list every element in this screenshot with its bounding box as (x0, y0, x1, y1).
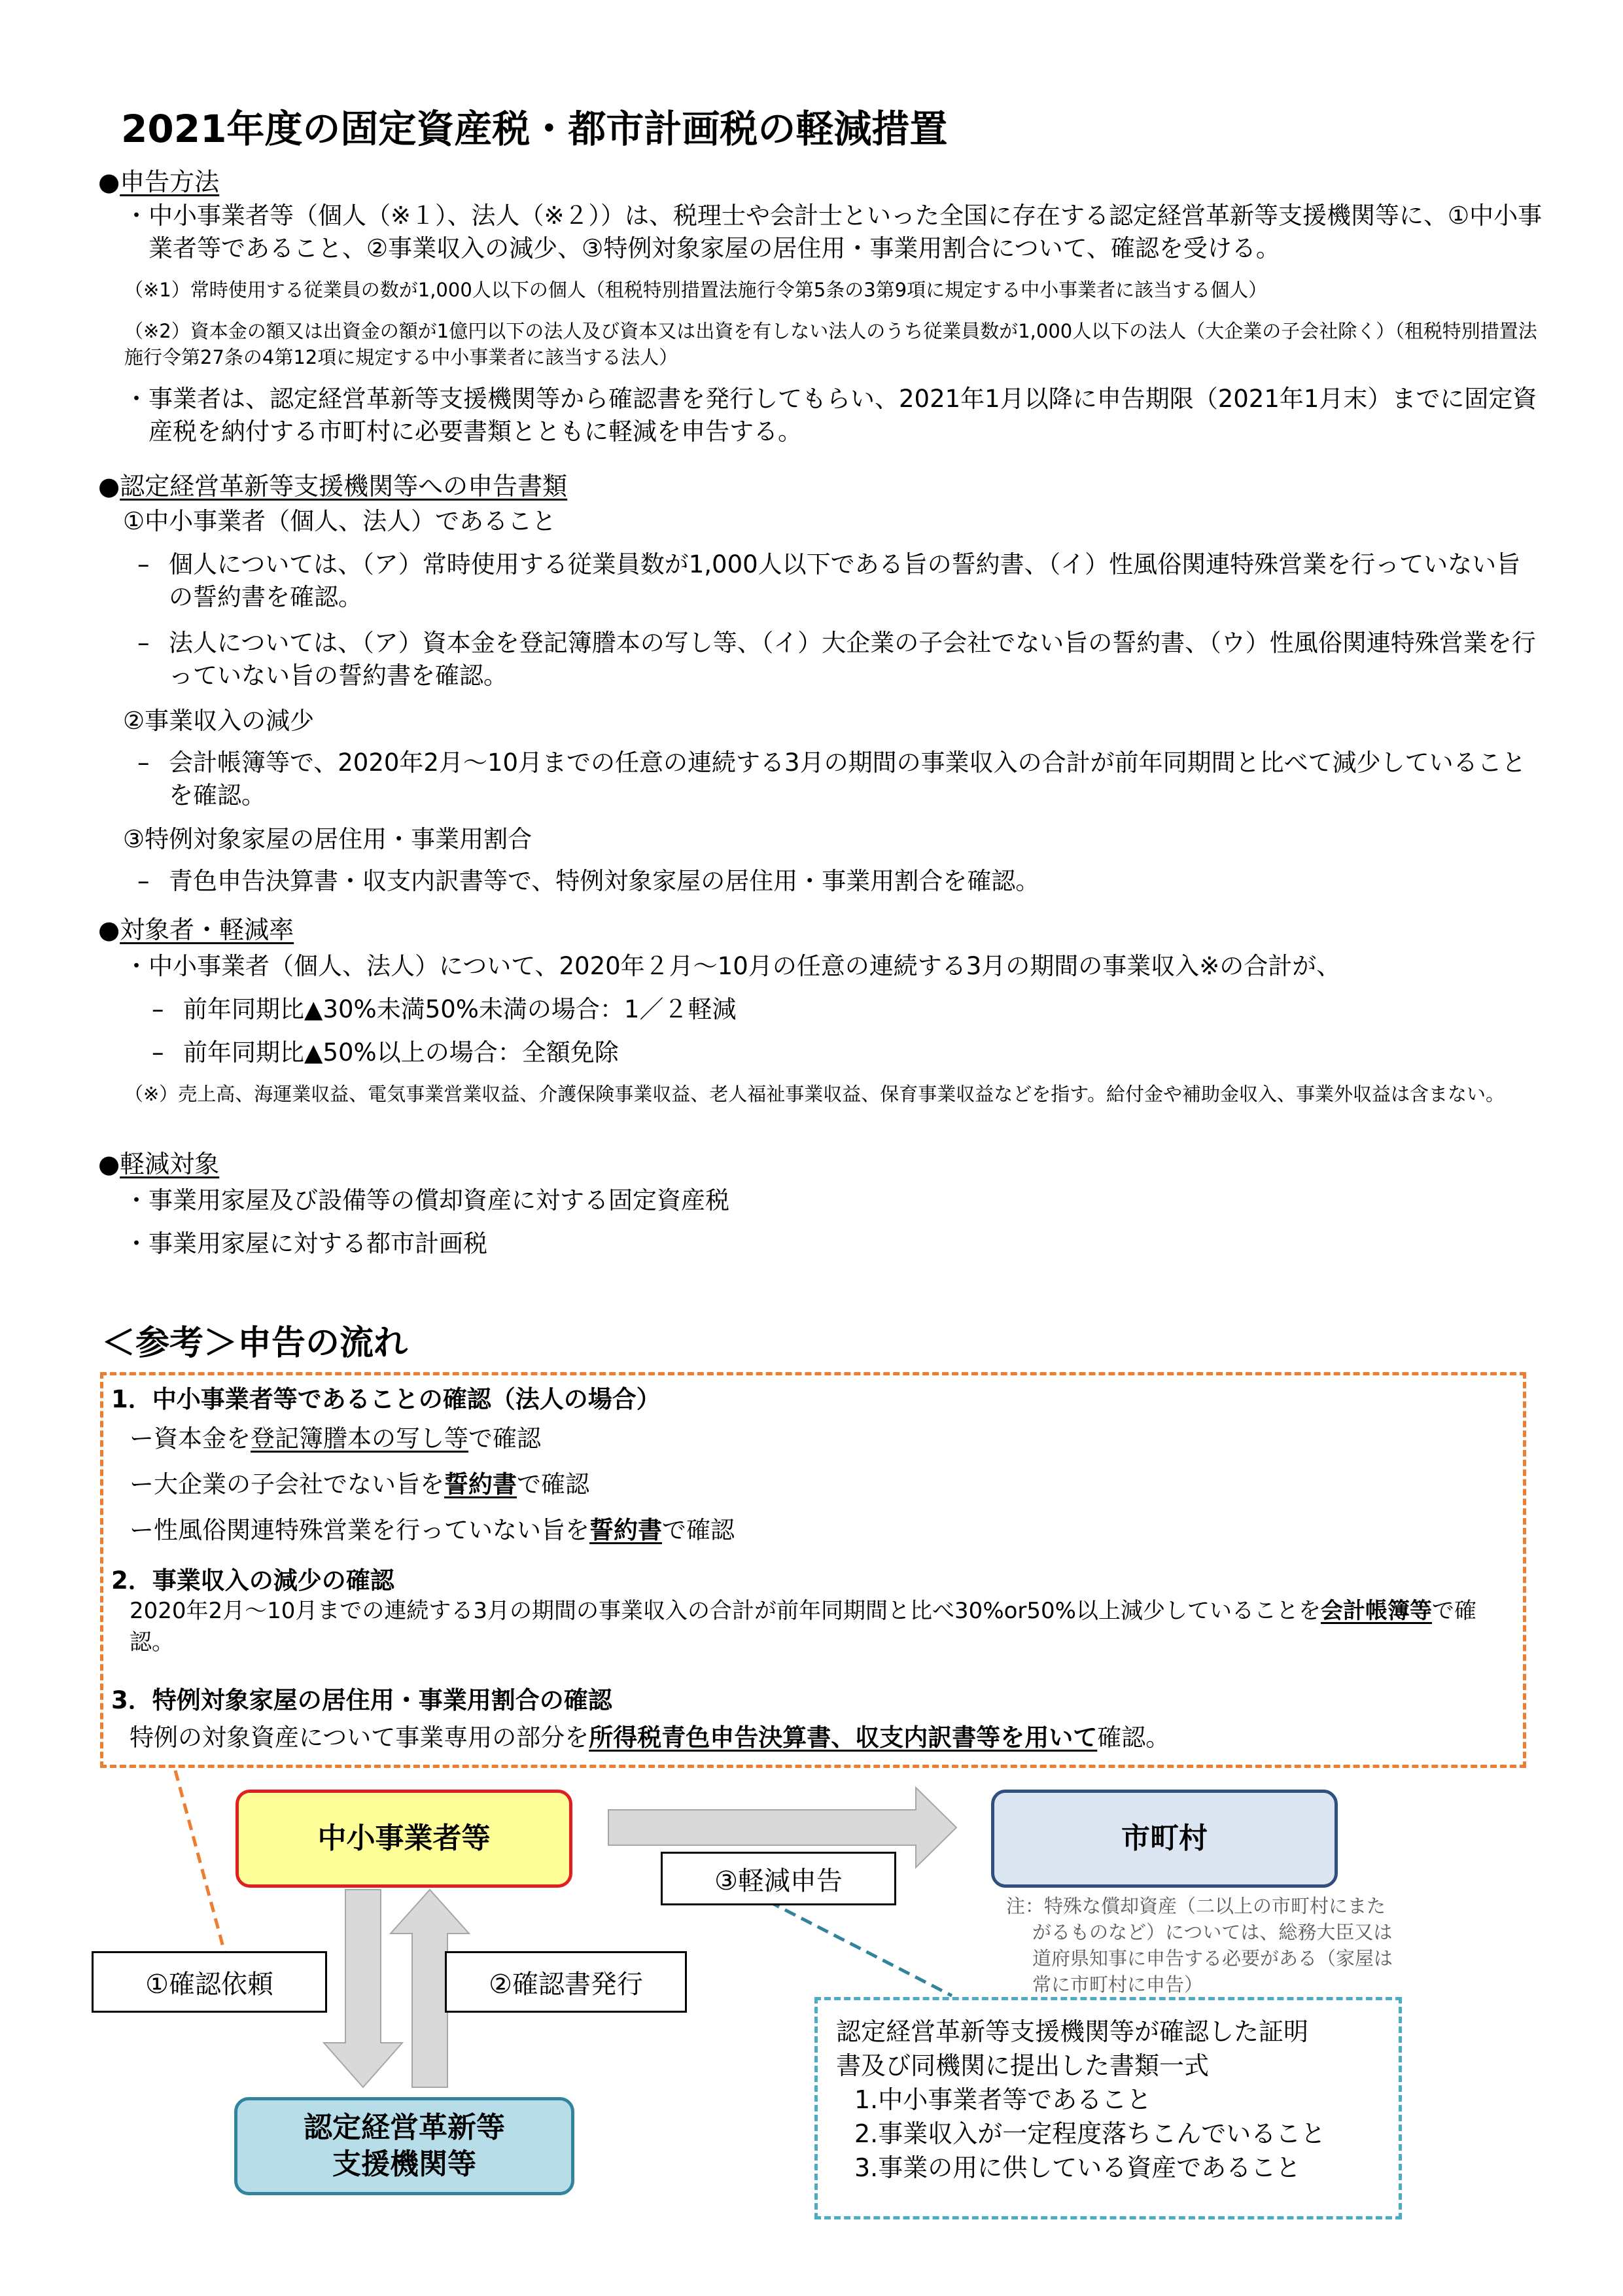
city-note-line-2: がるものなど）については、総務大臣又は (1032, 1921, 1393, 1943)
flow-step-3-line: 特例の対象資産について事業専用の部分を所得税青色申告決算書、収支内訳書等を用いて確認。 (130, 1723, 1170, 1752)
city-note (1006, 1893, 1477, 1998)
city-note-line-1: 注：特殊な償却資産（二以上の市町村にまた (1006, 1895, 1386, 1917)
support-agency-box (234, 2097, 574, 2195)
label-request: ①確認依頼 (92, 1951, 327, 2013)
section-heading-scope: ●軽減対象 (98, 1150, 220, 1178)
section-heading-target: ●対象者・軽減率 (98, 915, 294, 944)
sme-box: 中小事業者等 (236, 1790, 572, 1888)
docs-item-1a: – 個人については、（ア）常時使用する従業員数が1,000人以下である旨の誓約書、（イ）性風俗関連特殊営業を行っていない旨の誓約書を確認。 (137, 548, 1544, 614)
submitted-docs-box (814, 1997, 1402, 2219)
docs-item-2a: – 会計帳簿等で、2020年2月～10月までの任意の連続する3月の期間の事業収入の合計が前年同期間と比べて減少していることを確認。 (137, 747, 1544, 812)
method-bullet-2-text: 事業者は、認定経営革新等支援機関等から確認書を発行してもらい、2021年1月以降に申告期限（2021年1月末）までに固定資産税を納付する市町村に必要書類とともに軽減を申告する。 (148, 385, 1537, 446)
docs-box-line-1: 認定経営革新等支援機関等が確認した証明 (836, 2017, 1309, 2046)
flow-step-1-line-3-underlined: 誓約書 (589, 1516, 662, 1544)
docs-item-1: ①中小事業者（個人、法人）であること (123, 507, 557, 535)
section-heading-target-text: 対象者・軽減率 (120, 915, 294, 944)
method-bullet-2: ・ 事業者は、認定経営革新等支援機関等から確認書を発行してもらい、2021年1月以降に申告期限（2021年1月末）までに固定資産税を納付する市町村に必要書類とともに軽減を申告する。 (124, 383, 1554, 448)
docs-box-item-1: 1.中小事業者等であること (854, 2085, 1152, 2114)
docs-item-3a: – 青色申告決算書・収支内訳書等で、特例対象家屋の居住用・事業用割合を確認。 (137, 865, 1544, 898)
docs-box-item-3: 3.事業の用に供している資産であること (854, 2153, 1301, 2182)
flow-step-1-line-3: ー性風俗関連特殊営業を行っていない旨を誓約書で確認 (130, 1516, 735, 1544)
orange-connector-line (175, 1771, 226, 1956)
docs-box-item-2: 2.事業収入が一定程度落ちこんでいること (854, 2119, 1326, 2148)
flow-step-3-underlined: 所得税青色申告決算書、収支内訳書等を用いて (589, 1723, 1098, 1752)
docs-item-1b-text: 法人については、（ア）資本金を登記簿謄本の写し等、（イ）大企業の子会社でない旨の誓約書、（ウ）性風俗関連特殊営業を行っていない旨の誓約書を確認。 (169, 629, 1536, 690)
target-rate-1-text: 前年同期比▲30%未満50%未満の場合：1／２軽減 (183, 995, 737, 1023)
docs-item-1a-text: 個人については、（ア）常時使用する従業員数が1,000人以下である旨の誓約書、（イ）性風俗関連特殊営業を行っていない旨の誓約書を確認。 (169, 550, 1521, 611)
flow-step-3-head: 3．特例対象家屋の居住用・事業用割合の確認 (111, 1686, 612, 1714)
label-issue: ②確認書発行 (445, 1951, 687, 2013)
flow-step-2-underlined: 会計帳簿等 (1320, 1598, 1432, 1624)
target-note: （※）売上高、海運業収益、電気事業営業収益、介護保険事業収益、老人福祉事業収益、保育事業収益などを指す。給付金や補助金収入、事業外収益は含まない。 (124, 1083, 1505, 1105)
city-note-line-3: 道府県知事に申告する必要がある（家屋は (1032, 1947, 1393, 1969)
section-heading-docs: ●認定経営革新等支援機関等への申告書類 (98, 472, 568, 501)
docs-box-line-2: 書及び同機関に提出した書類一式 (836, 2051, 1210, 2080)
docs-item-1b: – 法人については、（ア）資本金を登記簿謄本の写し等、（イ）大企業の子会社でない旨の誓約書、（ウ）性風俗関連特殊営業を行っていない旨の誓約書を確認。 (137, 627, 1544, 692)
flow-step-1-line-1-underlined: 登記簿謄本の写し等 (251, 1424, 468, 1453)
docs-item-2: ②事業収入の減少 (123, 707, 315, 735)
section-heading-method: ●申告方法 (98, 168, 220, 196)
method-note-1: （※1）常時使用する従業員の数が1,000人以下の個人（租税特別措置法施行令第5条の3第9項に規定する中小事業者に該当する個人） (124, 279, 1268, 301)
city-note-line-4: 常に市町村に申告） (1032, 1973, 1204, 1996)
scope-item-2: ・ 事業用家屋に対する都市計画税 (124, 1227, 487, 1260)
flow-step-1-line-2: ー大企業の子会社でない旨を誓約書で確認 (130, 1470, 589, 1498)
target-rate-1: – 前年同期比▲30%未満50%未満の場合：1／２軽減 (152, 993, 736, 1026)
scope-item-1: ・ 事業用家屋及び設備等の償却資産に対する固定資産税 (124, 1184, 729, 1217)
arrow-down-icon (324, 1890, 402, 2087)
section-heading-scope-text: 軽減対象 (120, 1150, 220, 1178)
support-agency-line-2: 支援機関等 (332, 2147, 476, 2181)
method-note-2: （※2）資本金の額又は出資金の額が1億円以下の法人及び資本又は出資を有しない法人のうち従業員数が1,000人以下の法人（大企業の子会社除く）（租税特別措置法施行令第27条の4第12項に規定する中小事業者に該当する法人） (124, 320, 1537, 368)
docs-item-2a-text: 会計帳簿等で、2020年2月～10月までの任意の連続する3月の期間の事業収入の合計が前年同期間と比べて減少していることを確認。 (169, 749, 1526, 809)
teal-connector-line (769, 1901, 952, 1996)
section-heading-method-text: 申告方法 (120, 168, 220, 196)
flow-step-1-line-1: ー資本金を登記簿謄本の写し等で確認 (130, 1424, 541, 1453)
support-agency-line-1: 認定経営革新等 (304, 2111, 505, 2144)
flow-title: ＜参考＞申告の流れ (101, 1324, 408, 1363)
city-box: 市町村 (991, 1790, 1338, 1888)
flow-step-2-head: 2．事業収入の減少の確認 (111, 1566, 394, 1595)
scope-item-1-text: 事業用家屋及び設備等の償却資産に対する固定資産税 (148, 1186, 729, 1214)
scope-item-2-text: 事業用家屋に対する都市計画税 (148, 1229, 487, 1258)
target-rate-2: – 前年同期比▲50%以上の場合：全額免除 (152, 1036, 619, 1069)
method-bullet-1-text: 中小事業者等（個人（※１）、法人（※２））は、税理士や会計士といった全国に存在する認定経営革新等支援機関等に、①中小事業者等であること、②事業収入の減少、③特例対象家屋の居住用・事業用割合について、確認を受ける。 (148, 202, 1543, 262)
docs-item-3: ③特例対象家屋の居住用・事業用割合 (123, 825, 532, 853)
label-apply: ③軽減申告 (661, 1852, 896, 1905)
section-heading-docs-text: 認定経営革新等支援機関等への申告書類 (120, 472, 568, 501)
flow-step-1-line-2-underlined: 誓約書 (444, 1470, 517, 1498)
flow-step-2-line: 2020年2月～10月までの連続する3月の期間の事業収入の合計が前年同期間と比べ30%or50%以上減少していることを会計帳簿等で確認。 (130, 1598, 1476, 1655)
method-bullet-1: ・ 中小事業者等（個人（※１）、法人（※２））は、税理士や会計士といった全国に存在する認定経営革新等支援機関等に、①中小事業者等であること、②事業収入の減少、③特例対象家屋の居住用・事業用割合について、確認を受ける。 (124, 200, 1554, 265)
target-rate-2-text: 前年同期比▲50%以上の場合：全額免除 (183, 1038, 619, 1067)
docs-item-3a-text: 青色申告決算書・収支内訳書等で、特例対象家屋の居住用・事業用割合を確認。 (169, 867, 1040, 895)
flow-step-1-head: 1．中小事業者等であることの確認（法人の場合） (111, 1385, 661, 1413)
target-bullet: ・ 中小事業者（個人、法人）について、2020年２月～10月の任意の連続する3月の期間の事業収入※の合計が、 (124, 950, 1554, 983)
target-bullet-text: 中小事業者（個人、法人）について、2020年２月～10月の任意の連続する3月の期間の事業収入※の合計が、 (148, 952, 1341, 980)
page-title: 2021年度の固定資産税・都市計画税の軽減措置 (121, 107, 948, 151)
